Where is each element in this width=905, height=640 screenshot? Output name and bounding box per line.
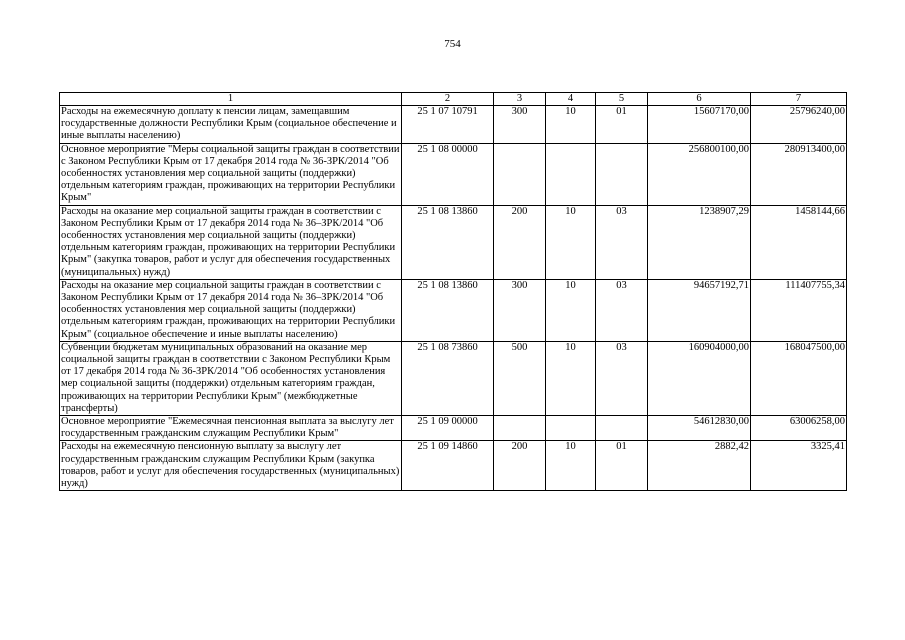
row-amount-1: 160904000,00 <box>648 341 751 415</box>
row-vr: 300 <box>494 106 546 144</box>
row-code: 25 1 08 73860 <box>402 341 494 415</box>
column-header: 7 <box>751 93 847 106</box>
row-vr <box>494 143 546 205</box>
row-pr: 03 <box>596 279 648 341</box>
row-vr: 500 <box>494 341 546 415</box>
column-header: 5 <box>596 93 648 106</box>
header-row <box>60 93 847 106</box>
row-description: Расходы на оказание мер социальной защиты граждан в соответствии с Законом Республики Крым от 17 декабря 2014 года № 36–ЗРК/2014 "Об особенностях установления мер социальной защиты (поддержки) отдельным категориям граждан, проживающих на территории Республики Крым" (закупка товаров, работ и услуг для обеспечения государственных (муниципальных) нужд) <box>60 205 402 279</box>
row-vr: 300 <box>494 279 546 341</box>
row-code: 25 1 09 00000 <box>402 416 494 441</box>
row-amount-2: 1458144,66 <box>751 205 847 279</box>
row-description: Основное мероприятие "Меры социальной защиты граждан в соответствии с Законом Республики Крым от 17 декабря 2014 года № 36-ЗРК/2014 "Об особенностях установления мер социальной защиты (поддержки) отдельным категориям граждан, проживающих на территории Республики Крым" <box>61 143 400 204</box>
column-header: 4 <box>546 93 596 106</box>
row-rz: 10 <box>546 341 596 415</box>
table-row <box>60 341 847 415</box>
row-pr: 01 <box>596 441 648 491</box>
row-amount-2: 280913400,00 <box>751 143 847 205</box>
table-row <box>60 279 847 341</box>
page-number: 754 <box>444 38 461 50</box>
row-rz: 10 <box>546 205 596 279</box>
row-pr: 01 <box>596 106 648 144</box>
table-row <box>60 416 847 441</box>
row-rz <box>546 143 596 205</box>
row-amount-1: 1238907,29 <box>648 205 751 279</box>
table-row <box>60 143 847 205</box>
table-row <box>60 205 847 279</box>
row-amount-2: 168047500,00 <box>751 341 847 415</box>
row-amount-2: 3325,41 <box>751 441 847 491</box>
row-code: 25 1 09 14860 <box>402 441 494 491</box>
table-row <box>60 441 847 491</box>
row-amount-1: 256800100,00 <box>648 143 751 205</box>
row-description: Расходы на оказание мер социальной защиты граждан в соответствии с Законом Республики Крым от 17 декабря 2014 года № 36–ЗРК/2014 "Об особенностях установления мер социальной защиты (поддержки) отдельным категориям граждан, проживающих на территории Республики Крым" (социальное обеспечение и иные выплаты населению) <box>60 279 402 341</box>
row-amount-1: 54612830,00 <box>648 416 751 441</box>
column-header: 1 <box>60 93 402 106</box>
budget-table <box>59 92 847 491</box>
row-amount-2: 63006258,00 <box>751 416 847 441</box>
column-header: 2 <box>402 93 494 106</box>
row-pr <box>596 143 648 205</box>
table-row <box>60 106 847 144</box>
row-description: Расходы на ежемесячную доплату к пенсии лицам, замещавшим государственные должности Республики Крым (социальное обеспечение и иные выплаты населению) <box>60 106 402 144</box>
row-amount-1: 15607170,00 <box>648 106 751 144</box>
row-rz: 10 <box>546 106 596 144</box>
row-pr: 03 <box>596 341 648 415</box>
row-rz: 10 <box>546 279 596 341</box>
row-pr <box>596 416 648 441</box>
row-vr: 200 <box>494 441 546 491</box>
row-description: Расходы на ежемесячную пенсионную выплату за выслугу лет государственным гражданским служащим Республики Крым (закупка товаров, работ и услуг для обеспечения государственных (муниципальных) нужд) <box>60 441 402 491</box>
row-amount-2: 111407755,34 <box>751 279 847 341</box>
row-code: 25 1 08 13860 <box>402 279 494 341</box>
column-header: 3 <box>494 93 546 106</box>
row-code: 25 1 08 13860 <box>402 205 494 279</box>
row-pr: 03 <box>596 205 648 279</box>
row-amount-2: 25796240,00 <box>751 106 847 144</box>
row-code: 25 1 08 00000 <box>402 143 494 205</box>
row-amount-1: 2882,42 <box>648 441 751 491</box>
row-code: 25 1 07 10791 <box>402 106 494 144</box>
row-amount-1: 94657192,71 <box>648 279 751 341</box>
row-vr <box>494 416 546 441</box>
row-description: Основное мероприятие "Ежемесячная пенсионная выплата за выслугу лет государственным гражданским служащим Республики Крым" <box>60 416 402 441</box>
row-rz: 10 <box>546 441 596 491</box>
row-vr: 200 <box>494 205 546 279</box>
row-description: Субвенции бюджетам муниципальных образований на оказание мер социальной защиты граждан в соответствии с Законом Республики Крым от 17 декабря 2014 года № 36-ЗРК/2014 "Об особенностях установления мер социальной защиты (поддержки) отдельным категориям граждан, проживающих на территории Республики Крым" (межбюджетные трансферты) <box>60 341 402 415</box>
row-rz <box>546 416 596 441</box>
column-header: 6 <box>648 93 751 106</box>
